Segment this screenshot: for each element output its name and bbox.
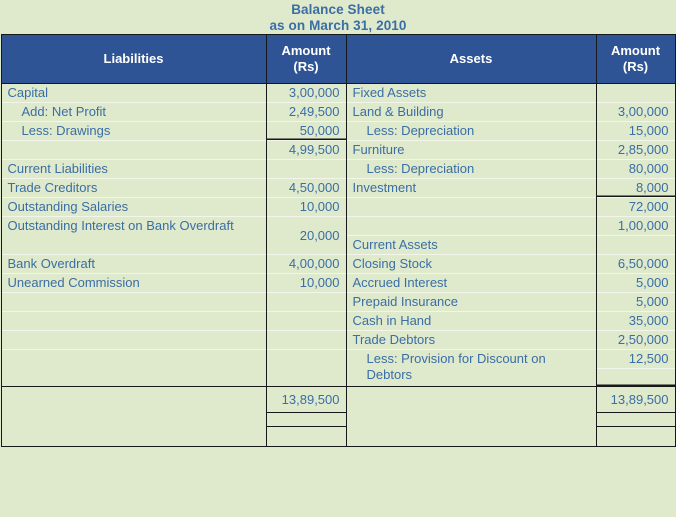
asset-inner-amount: 15,000 (596, 122, 675, 141)
asset-outer-amount: 1,00,000 (596, 217, 675, 236)
total-rule-spacer-left (1, 413, 266, 427)
table-row (1, 312, 675, 331)
column-header-liabilities: Liabilities (1, 35, 266, 84)
asset-label: Fixed Assets (346, 84, 596, 103)
liability-label (1, 331, 266, 350)
page-title: Balance Sheet (291, 2, 385, 17)
assets-total-amount: 13,89,500 (596, 387, 675, 413)
asset-label: Investment (346, 179, 596, 198)
liability-label: Outstanding Salaries (1, 198, 266, 217)
liability-label: Bank Overdraft (1, 255, 266, 274)
liability-label-text: Less: Drawings (21, 123, 111, 138)
liability-label (1, 312, 266, 331)
asset-label (346, 350, 596, 387)
liability-label: Capital (1, 84, 266, 103)
column-header-liabilities-amount-unit: (Rs) (293, 59, 319, 74)
table-header (1, 35, 675, 84)
asset-label: Current Assets (346, 236, 596, 255)
asset-outer-amount: 72,000 (596, 198, 675, 217)
liability-outer-amount: 10,000 (266, 274, 346, 293)
liabilities-total-double-rule (266, 413, 346, 427)
liability-label (1, 350, 266, 387)
tail-cell-liabilities (1, 427, 266, 447)
asset-label-text: Less: Depreciation (366, 161, 475, 176)
table-tail-row (1, 427, 675, 447)
header-row (1, 35, 675, 84)
asset-label: Accrued Interest (346, 274, 596, 293)
page-subtitle: as on March 31, 2010 (269, 18, 407, 33)
tail-cell-assets (346, 427, 596, 447)
column-header-assets-amount (596, 35, 675, 84)
table-row (1, 84, 675, 103)
liabilities-total-amount: 13,89,500 (266, 387, 346, 413)
liability-inner-amount: 3,00,000 (266, 84, 346, 103)
column-header-liabilities-amount (266, 35, 346, 84)
total-rule-spacer-mid (346, 413, 596, 427)
liability-outer-amount: 4,50,000 (266, 179, 346, 198)
asset-label-text: Less: Depreciation (366, 123, 475, 138)
asset-label: Trade Debtors (346, 331, 596, 350)
liability-inner-amount: 2,49,500 (266, 103, 346, 122)
asset-label: Prepaid Insurance (346, 293, 596, 312)
liability-label: Outstanding Interest on Bank Overdraft (1, 217, 266, 255)
table-row (1, 122, 675, 141)
liability-outer-amount (266, 331, 346, 350)
total-row (1, 387, 675, 413)
asset-label (346, 198, 596, 217)
liability-outer-amount: 10,000 (266, 198, 346, 217)
tail-cell-liabilities-amount (266, 427, 346, 447)
asset-inner-amount: 80,000 (596, 160, 675, 179)
liability-label (1, 141, 266, 160)
asset-label (346, 122, 596, 141)
liability-outer-amount: 4,99,500 (266, 141, 346, 160)
liability-outer-amount (266, 312, 346, 331)
table-row (1, 160, 675, 179)
liability-inner-amount: 50,000 (266, 122, 346, 141)
asset-outer-amount: 5,000 (596, 293, 675, 312)
column-header-assets-amount-unit: (Rs) (622, 59, 649, 74)
table-body (1, 84, 675, 447)
table-row (1, 274, 675, 293)
tail-cell-assets-amount (596, 427, 675, 447)
asset-label: Land & Building (346, 103, 596, 122)
asset-label: Cash in Hand (346, 312, 596, 331)
liability-label: Trade Creditors (1, 179, 266, 198)
liability-label (1, 103, 266, 122)
table-row (1, 179, 675, 198)
liability-label (1, 122, 266, 141)
liability-outer-amount (266, 293, 346, 312)
asset-outer-amount: 35,000 (596, 312, 675, 331)
table-row (1, 293, 675, 312)
asset-outer-amount: 2,85,000 (596, 141, 675, 160)
column-header-liabilities-amount-label: Amount (281, 43, 331, 58)
balance-sheet-table (1, 34, 676, 447)
liability-outer-amount: 4,00,000 (266, 255, 346, 274)
liability-label-text: Add: Net Profit (21, 104, 107, 119)
table-row (1, 141, 675, 160)
asset-label-text: Less: Provision for Discount on Debtors (366, 351, 546, 382)
asset-subtotal-rule (596, 369, 675, 387)
document-title-block (0, 0, 676, 34)
total-label-liabilities (1, 387, 266, 413)
assets-total-double-rule (596, 413, 675, 427)
table-row (1, 255, 675, 274)
asset-outer-amount: 5,000 (596, 274, 675, 293)
asset-inner-amount: 8,000 (596, 179, 675, 198)
liability-outer-amount (266, 350, 346, 387)
asset-outer-amount (596, 84, 675, 103)
asset-label (346, 217, 596, 236)
liability-label: Unearned Commission (1, 274, 266, 293)
total-double-rule-row (1, 413, 675, 427)
asset-inner-amount: 2,50,000 (596, 331, 675, 350)
table-row (1, 217, 675, 236)
liability-outer-amount: 20,000 (266, 217, 346, 255)
column-header-assets-amount-label: Amount (610, 43, 661, 58)
asset-label: Furniture (346, 141, 596, 160)
asset-inner-amount: 3,00,000 (596, 103, 675, 122)
table-row (1, 198, 675, 217)
liability-label (1, 293, 266, 312)
asset-label (346, 160, 596, 179)
asset-outer-amount: 6,50,000 (596, 255, 675, 274)
total-label-assets (346, 387, 596, 413)
asset-inner-amount: 12,500 (596, 350, 675, 369)
table-row (1, 103, 675, 122)
column-header-assets: Assets (346, 35, 596, 84)
liability-label: Current Liabilities (1, 160, 266, 179)
asset-outer-amount (596, 236, 675, 255)
asset-label: Closing Stock (346, 255, 596, 274)
